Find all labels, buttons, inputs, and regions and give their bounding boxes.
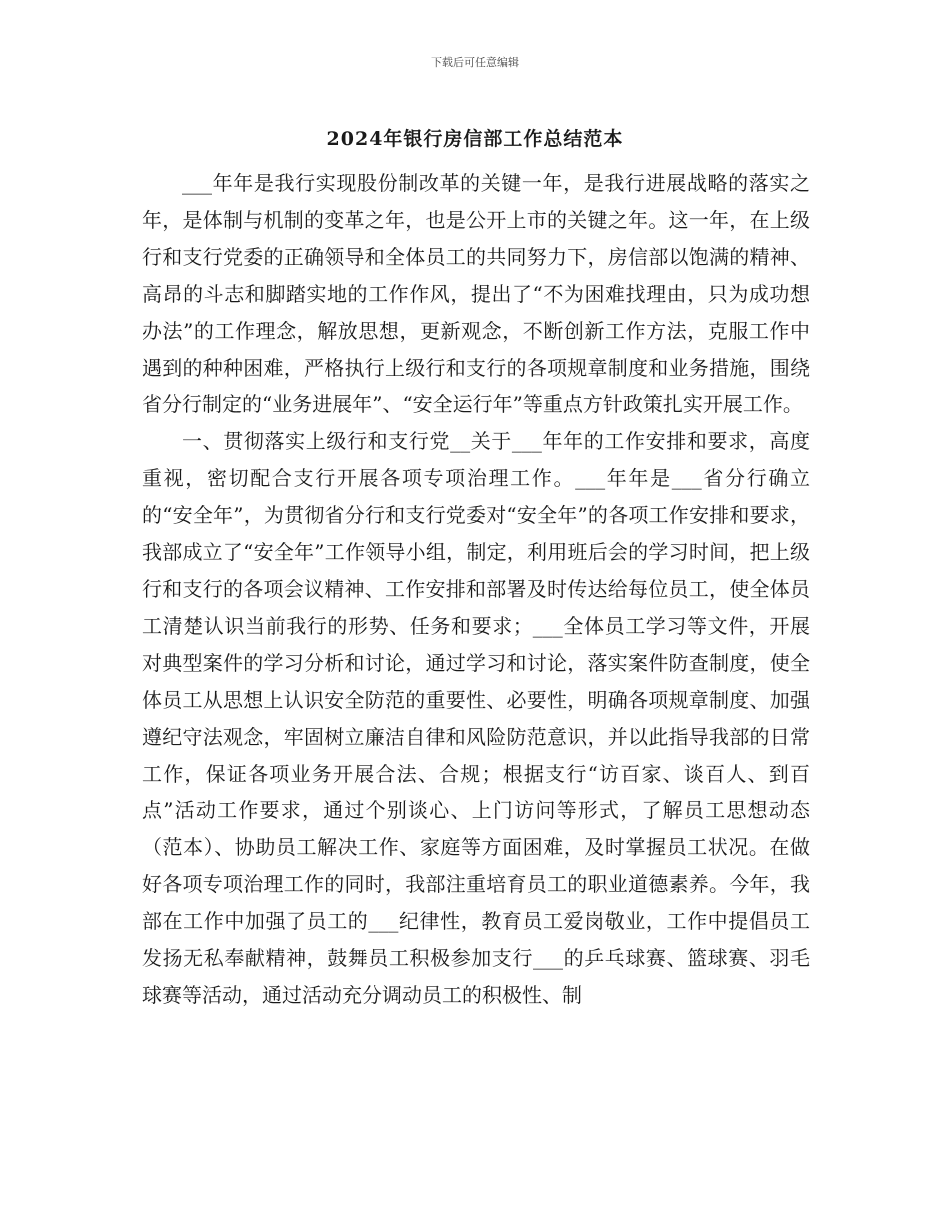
- header-note: 下载后可任意编辑: [431, 56, 519, 69]
- document-body: [142, 165, 810, 1014]
- document-title: 2024年银行房信部工作总结范本: [326, 128, 624, 150]
- paragraph-intro: ___年年是我行实现股份制改革的关键一年，是我行进展战略的落实之年，是体制与机制的变革之年，也是公开上市的关键之年。这一年，在上级行和支行党委的正确领导和全体员工的共同努力下，房信部以饱满的精神、高昂的斗志和脚踏实地的工作作风，提出了“不为困难找理由，只为成功想办法”的工作理念，解放思想，更新观念，不断创新工作方法，克服工作中遇到的种种困难，严格执行上级行和支行的各项规章制度和业务措施，围绕省分行制定的“业务进展年”、“安全运行年”等重点方针政策扎实开展工作。: [142, 171, 810, 417]
- paragraph-section-one: 一、贯彻落实上级行和支行党__关于___年年的工作安排和要求，高度重视，密切配合支行开展各项专项治理工作。___年年是___省分行确立的“安全年”，为贯彻省分行和支行党委对“安全年”的各项工作安排和要求，我部成立了“安全年”工作领导小组，制定，利用班后会的学习时间，把上级行和支行的各项会议精神、工作安排和部署及时传达给每位员工，使全体员工清楚认识当前我行的形势、任务和要求；___全体员工学习等文件，开展对典型案件的学习分析和讨论，通过学习和讨论，落实案件防查制度，使全体员工从思想上认识安全防范的重要性、必要性，明确各项规章制度、加强遵纪守法观念，牢固树立廉洁自律和风险防范意识，并以此指导我部的日常工作，保证各项业务开展合法、合规；根据支行“访百家、谈百人、到百点”活动工作要求，通过个别谈心、上门访问等形式，了解员工思想动态（范本）、协助员工解决工作、家庭等方面困难，及时掌握员工状况。在做好各项专项治理工作的同时，我部注重培育员工的职业道德素养。今年，我部在工作中加强了员工的___纪律性，教育员工爱岗敬业，工作中提倡员工发扬无私奉献精神，鼓舞员工积极参加支行___的乒乓球赛、篮球赛、羽毛球赛等活动，通过活动充分调动员工的积极性、制: [142, 429, 810, 1007]
